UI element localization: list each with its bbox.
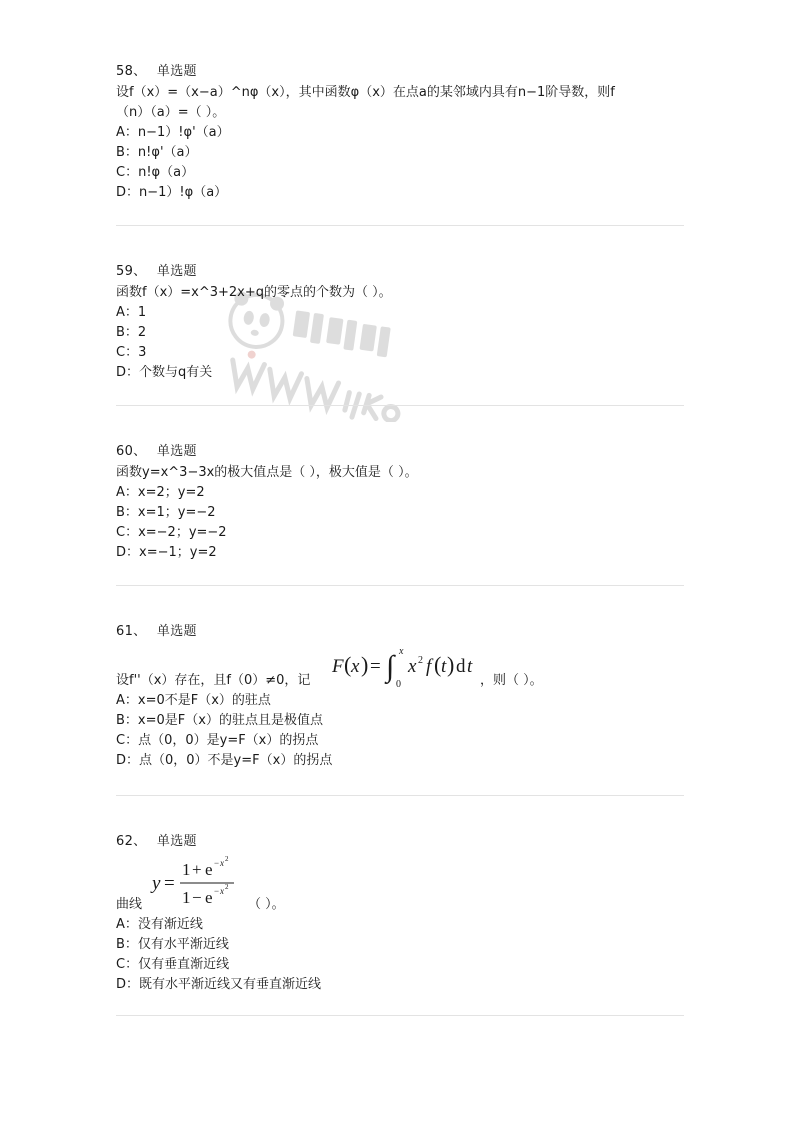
question-divider [116,795,684,796]
formula-exp-sq: 2 [225,855,229,863]
question-stem [116,853,686,915]
formula-f: f [426,656,432,677]
option-text: x=−1；y=2 [139,545,217,560]
option-b[interactable] [116,935,686,955]
formula-d: d [456,656,466,677]
formula-eq: = [164,873,175,894]
question-header [116,621,686,643]
option-text: x=2；y=2 [137,485,205,500]
svg-text:(: ( [344,652,352,677]
formula-x2: x [408,656,417,677]
formula-plus: + [192,860,202,879]
question-stem-line: （n）（a）=（ ）。 [116,105,226,120]
question-header [116,261,686,283]
question-divider [116,585,684,586]
option-text: n−1）!φ（a） [139,185,228,200]
option-text: 3 [138,345,147,360]
option-text: n!φ（a） [138,165,195,180]
question-number: 61、 [116,624,147,639]
question-61 [116,621,686,771]
question-number: 60、 [116,444,147,459]
question-number: 59、 [116,264,147,279]
option-text: 既有水平渐近线又有垂直渐近线 [139,977,322,992]
question-stem-before: 曲线 [116,897,143,912]
option-text: x=0不是F（x）的驻点 [137,693,271,708]
svg-text:): ) [361,652,369,677]
option-text: n!φ'（a） [137,145,198,160]
formula-F: F [332,656,344,677]
question-stem-after: ，则（ ）。 [480,673,543,688]
option-text: 仅有水平渐近线 [137,937,229,952]
question-58 [116,61,686,203]
option-letter: C： [116,345,139,360]
formula-sq: 2 [418,655,423,666]
option-b[interactable] [116,143,686,163]
fraction-formula [150,853,246,915]
question-60 [116,441,686,563]
question-number: 58、 [116,64,147,79]
option-letter: C： [116,733,139,748]
question-stem-after: （ ）。 [248,897,285,912]
option-b[interactable] [116,323,686,343]
option-letter: D： [116,545,140,560]
option-a[interactable] [116,483,686,503]
option-letter: A： [116,485,138,500]
option-letter: A： [116,305,138,320]
option-a[interactable] [116,123,686,143]
option-letter: C： [116,165,139,180]
formula-t: t [441,656,447,677]
question-number: 62、 [116,834,147,849]
option-text: 2 [137,325,147,340]
question-header [116,441,686,463]
formula-one: 1 [182,888,191,907]
question-type: 单选题 [156,444,197,459]
integral-formula [330,643,490,691]
question-62 [116,831,686,995]
option-letter: B： [116,713,138,728]
formula-exp-sq: 2 [225,883,229,891]
option-c[interactable] [116,343,686,363]
option-letter: B： [116,145,138,160]
formula-one: 1 [182,860,191,879]
option-text: n−1）!φ'（a） [137,125,230,140]
question-divider [116,405,684,406]
formula-upper: x [399,646,404,657]
formula-y: y [152,873,161,894]
option-d[interactable] [116,363,686,383]
option-text: 个数与q有关 [139,365,213,380]
question-type: 单选题 [156,624,197,639]
option-letter: D： [116,185,140,200]
option-a[interactable] [116,303,686,323]
formula-x: x [351,656,360,677]
option-letter: B： [116,325,138,340]
option-text: x=1；y=−2 [137,505,216,520]
option-letter: A： [116,917,138,932]
question-divider [116,1015,684,1016]
option-c[interactable] [116,523,686,543]
formula-exp-minus: − [214,886,220,896]
formula-exp-x: x [220,858,224,868]
question-59 [116,261,686,383]
option-c[interactable] [116,163,686,183]
question-stem-before: 设f''（x）存在，且f（0）≠0，记 [116,673,311,688]
question-stem [116,643,686,691]
svg-text:∫: ∫ [386,650,395,683]
option-letter: D： [116,977,140,992]
option-letter: A： [116,693,138,708]
option-text: x=−2；y=−2 [138,525,227,540]
formula-t: t [467,656,473,677]
question-type: 单选题 [156,264,197,279]
formula-exp-x: x [220,886,224,896]
option-c[interactable] [116,731,686,751]
question-stem: 函数f（x）=x^3+2x+q的零点的个数为（ ）。 [116,285,392,300]
option-d[interactable] [116,975,686,995]
option-text: 仅有垂直渐近线 [138,957,230,972]
option-letter: A： [116,125,138,140]
formula-lower: 0 [396,679,401,690]
svg-text:(: ( [434,652,442,677]
option-letter: B： [116,937,138,952]
formula-exp-minus: − [214,858,220,868]
formula-e: e [205,888,213,907]
question-header [116,831,686,853]
option-letter: B： [116,505,138,520]
option-text: 1 [137,305,147,320]
option-d[interactable] [116,543,686,563]
option-c[interactable] [116,955,686,975]
option-b[interactable] [116,711,686,731]
option-text: x=0是F（x）的驻点且是极值点 [137,713,323,728]
option-letter: D： [116,365,140,380]
option-a[interactable] [116,915,686,935]
option-text: 没有渐近线 [137,917,203,932]
option-letter: D： [116,753,140,768]
formula-eq: = [370,656,381,677]
question-header [116,61,686,83]
option-letter: C： [116,525,139,540]
option-text: 点（0，0）是y=F（x）的拐点 [138,733,319,748]
question-stem-line: 设f（x）=（x−a）^nφ（x），其中函数φ（x）在点a的某邻域内具有n−1阶导数，则f [116,85,615,100]
question-stem: 函数y=x^3−3x的极大值点是（ ），极大值是（ ）。 [116,465,418,480]
option-b[interactable] [116,503,686,523]
option-d[interactable] [116,183,686,203]
svg-text:): ) [447,652,455,677]
option-a[interactable] [116,691,686,711]
option-d[interactable] [116,751,686,771]
question-divider [116,225,684,226]
formula-minus: − [192,888,202,907]
question-type: 单选题 [156,64,197,79]
question-type: 单选题 [156,834,197,849]
option-text: 点（0，0）不是y=F（x）的拐点 [139,753,333,768]
option-letter: C： [116,957,139,972]
formula-e: e [205,860,213,879]
